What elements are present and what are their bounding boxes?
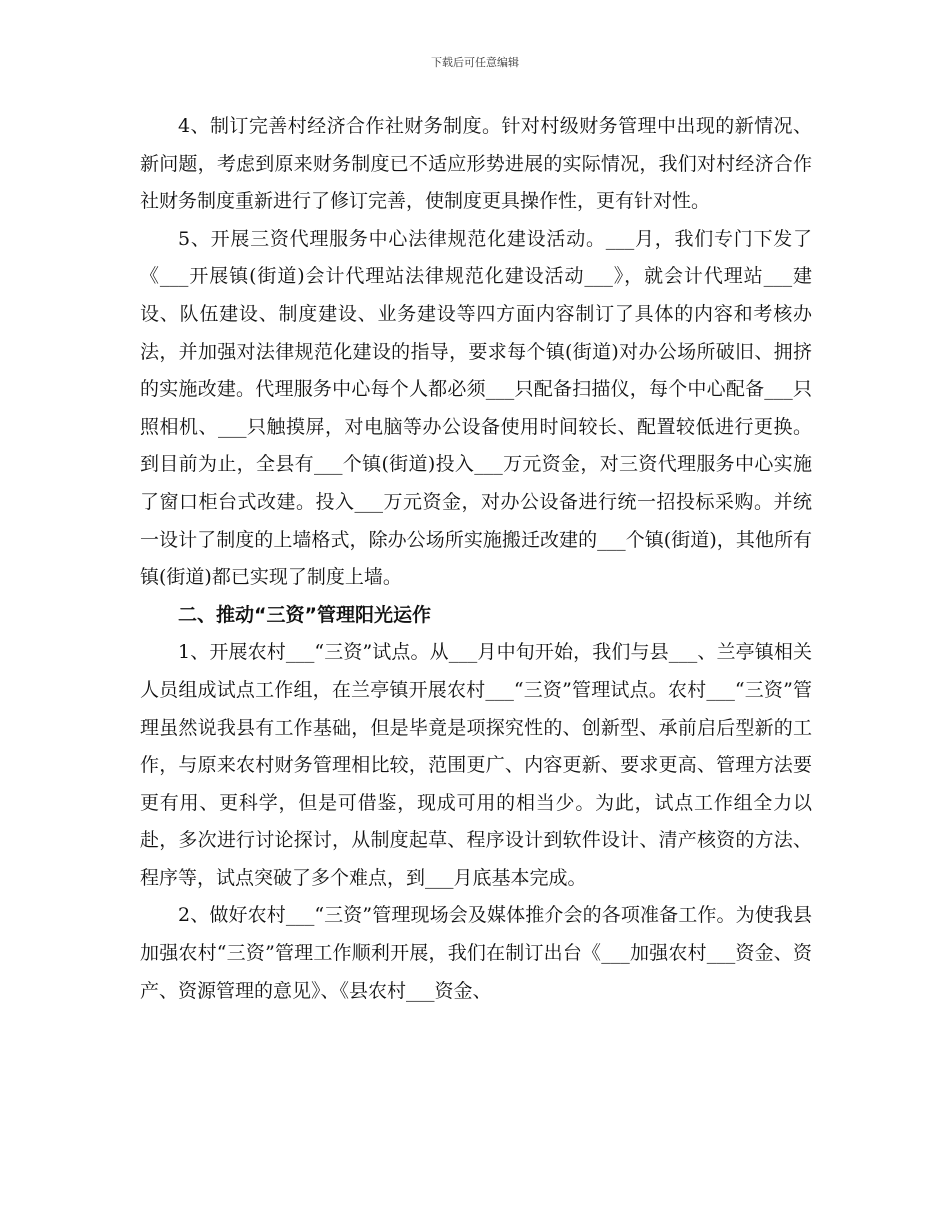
paragraph-item-5: 5、开展三资代理服务中心法律规范化建设活动。___月，我们专门下发了《___开展镇(街道)会计代理站法律规范化建设活动___》，就会计代理站___建设、队伍建设、制度建设、业务建设等四方面内容制订了具体的内容和考核办法，并加强对法律规范化建设的指导，要求每个镇(街道)对办公场所破旧、拥挤的实施改建。代理服务中心每个人都必须___只配备扫描仪，每个中心配备___只照相机、___只触摸屏，对电脑等办公设备使用时间较长、配置较低进行更换。到目前为止，全县有___个镇(街道)投入___万元资金，对三资代理服务中心实施了窗口柜台式改建。投入___万元资金，对办公设备进行统一招投标采购。并统一设计了制度的上墙格式，除办公场所实施搬迁改建的___个镇(街道)，其他所有镇(街道)都已实现了制度上墙。 [140,227,812,589]
section-heading-2: 二、推动“三资”管理阳光运作 [178,603,431,626]
document-body [140,108,812,1010]
header-note: 下载后可任意编辑 [431,56,519,69]
paragraph-pilot: 1、开展农村___“三资”试点。从___月中旬开始，我们与县___、兰亭镇相关人员组成试点工作组，在兰亭镇开展农村___“三资”管理试点。农村___“三资”管理虽然说我县有工作基础，但是毕竟是项探究性的、创新型、承前启后型新的工作，与原来农村财务管理相比较，范围更广、内容更新、要求更高、管理方法要更有用、更科学，但是可借鉴，现成可用的相当少。为此，试点工作组全力以赴，多次进行讨论探讨，从制度起草、程序设计到软件设计、清产核资的方法、程序等，试点突破了多个难点，到___月底基本完成。 [140,641,812,889]
paragraph-preparation: 2、做好农村___“三资”管理现场会及媒体推介会的各项准备工作。为使我县加强农村“三资”管理工作顺利开展，我们在制订出台《___加强农村___资金、资产、资源管理的意见》、《县农村___资金、 [140,904,812,1002]
paragraph-item-4: 4、制订完善村经济合作社财务制度。针对村级财务管理中出现的新情况、新问题，考虑到原来财务制度已不适应形势进展的实际情况，我们对村经济合作社财务制度重新进行了修订完善，使制度更具操作性，更有针对性。 [140,115,812,213]
